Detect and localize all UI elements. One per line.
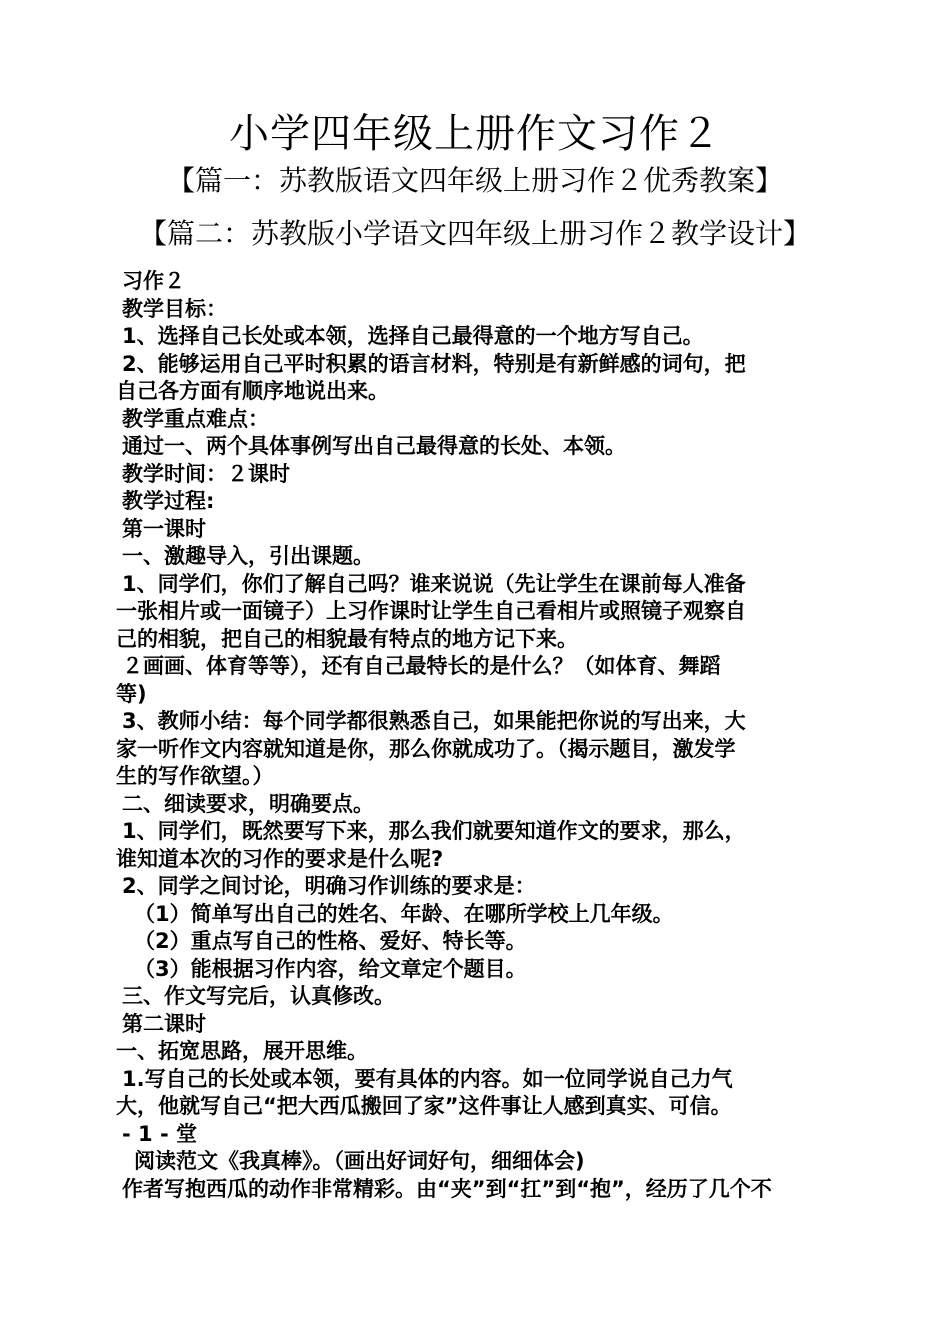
text-line: 2、同学之间讨论，明确习作训练的要求是： (122, 874, 536, 898)
page-title: 小学四年级上册作文习作２ (229, 111, 721, 157)
text-line: 教学过程: (122, 489, 215, 513)
text-line: （1）简单写出自己的姓名、年龄、在哪所学校上几年级。 (134, 901, 674, 926)
document-body (116, 268, 846, 1203)
text-line: 教学重点难点： (122, 406, 269, 431)
text-line: 通过一、两个具体事例写出自己最得意的长处、本领。 (122, 434, 626, 458)
text-line: 二、细读要求，明确要点。 (122, 791, 374, 816)
text-line: 1.写自己的长处或本领，要有具体的内容。如一位同学说自己力气 (122, 1066, 733, 1091)
text-line: - 1 - 堂 (122, 1121, 197, 1146)
text-line: 大，他就写自己“把大西瓜搬回了家”这件事让人感到真实、可信。 (116, 1094, 732, 1118)
text-line: 教学时间：２课时 (122, 461, 290, 486)
text-line: 等) (116, 681, 147, 706)
subtitle-part-two: 【篇二：苏教版小学语文四年级上册习作２教学设计】 (138, 217, 811, 250)
text-line: 家一听作文内容就知道是你，那么你就成功了。（揭示题目，激发学 (116, 736, 736, 761)
text-line: 生的写作欲望。） (116, 764, 274, 788)
text-line: 谁知道本次的习作的要求是什么呢? (116, 846, 444, 871)
text-line: 一张相片或一面镜子）上习作课时让学生自己看相片或照镜子观察自 (116, 599, 746, 623)
text-line: 三、作文写完后，认真修改。 (122, 984, 395, 1008)
text-line: （3）能根据习作内容，给文章定个题目。 (134, 956, 527, 981)
text-line: 自己各方面有顺序地说出来。 (116, 379, 389, 403)
text-line: 一、激趣导入，引出课题。 (122, 544, 374, 568)
text-line: 3、教师小结：每个同学都很熟悉自己，如果能把你说的写出来，大 (122, 709, 746, 733)
text-line: 己的相貌，把自己的相貌最有特点的地方记下来。 (116, 626, 578, 651)
text-line: （2）重点写自己的性格、爱好、特长等。 (134, 929, 527, 953)
subtitle-part-one: 【篇一：苏教版语文四年级上册习作２优秀教案】 (166, 164, 783, 197)
text-line: 2、能够运用自己平时积累的语言材料，特别是有新鲜感的词句，把 (122, 351, 746, 376)
text-line: 阅读范文《我真棒》。（画出好词好句，细细体会) (134, 1149, 585, 1173)
text-line: 1、同学们，既然要写下来，那么我们就要知道作文的要求，那么， (122, 819, 746, 843)
text-line: ２画画、体育等等），还有自己最特长的是什么？（如体育、舞蹈 (122, 654, 721, 678)
text-line: 1、选择自己长处或本领，选择自己最得意的一个地方写自己。 (122, 324, 704, 348)
text-line: 第一课时 (122, 516, 206, 541)
text-line: 第二课时 (122, 1011, 206, 1036)
text-line: 1、同学们，你们了解自己吗？谁来说说（先让学生在课前每人准备 (122, 571, 746, 596)
text-line: 教学目标： (122, 296, 227, 321)
text-line: 习作２ (122, 269, 185, 293)
text-line: 一、拓宽思路，展开思维。 (116, 1039, 368, 1063)
text-line: 作者写抱西瓜的动作非常精彩。由“夹”到“扛”到“抱”，经历了几个不 (122, 1176, 772, 1201)
